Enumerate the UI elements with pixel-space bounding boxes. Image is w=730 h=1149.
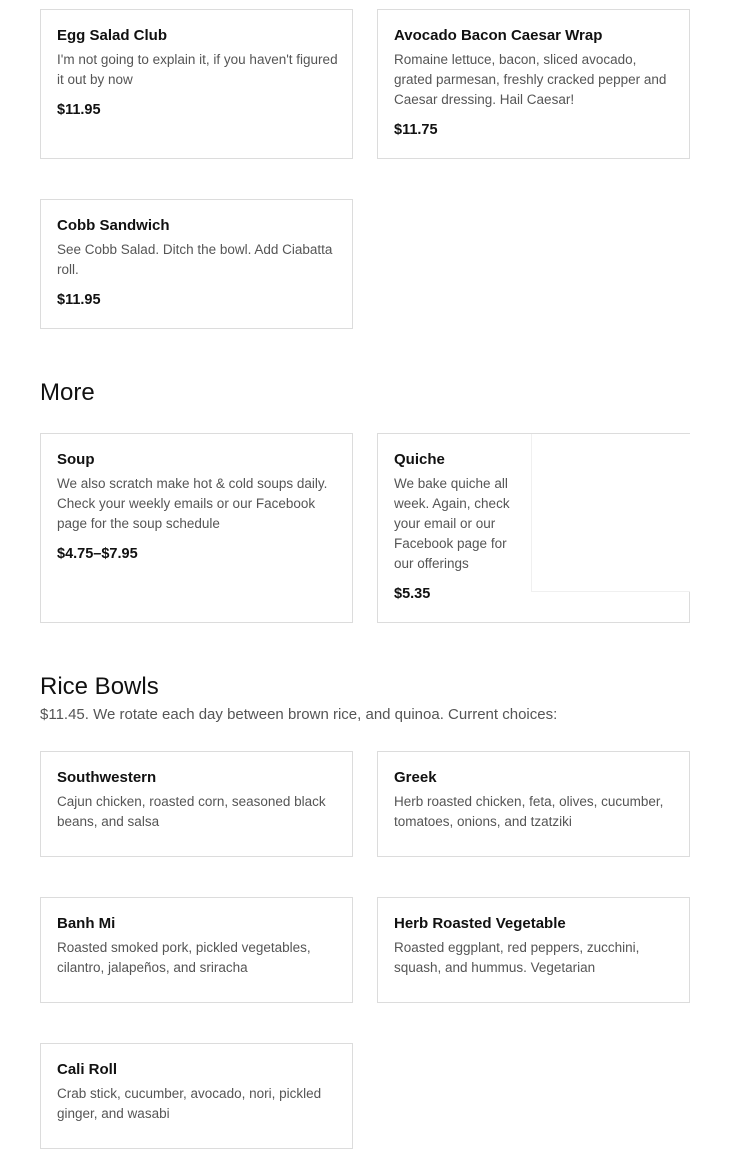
menu-item-description: Roasted smoked pork, pickled vegetables, cilantro, jalapeños, and sriracha [57, 940, 311, 975]
menu-item-price: $11.95 [57, 292, 101, 308]
menu-item-price: $5.35 [394, 586, 431, 602]
menu-item-herb-roasted-vegetable [377, 897, 690, 1003]
menu-item-description: Romaine lettuce, bacon, sliced avocado, grated parmesan, freshly cracked pepper and Caesar dressing. Hail Caesar! [394, 52, 667, 107]
menu-item-quiche [377, 433, 690, 623]
menu-item-avocado-bacon-caesar-wrap [377, 9, 690, 159]
menu-item-banh-mi [40, 897, 353, 1003]
menu-item-southwestern [40, 751, 353, 857]
menu-item-name: Banh Mi [57, 915, 116, 932]
section-title-rice-bowls: Rice Bowls [40, 673, 159, 700]
menu-item-description: I'm not going to explain it, if you haven't figured it out by now [57, 52, 338, 87]
menu-item-name: Cali Roll [57, 1061, 118, 1078]
menu-item-name: Herb Roasted Vegetable [394, 915, 566, 932]
menu-item-name: Egg Salad Club [57, 27, 168, 44]
menu-item-name: Southwestern [57, 769, 157, 786]
menu-item-description: Cajun chicken, roasted corn, seasoned black beans, and salsa [57, 794, 326, 829]
menu-item-cobb-sandwich [40, 199, 353, 329]
menu-item-greek [377, 751, 690, 857]
menu-item-name: Quiche [394, 451, 445, 468]
menu-item-egg-salad-club [40, 9, 353, 159]
menu-item-description: Crab stick, cucumber, avocado, nori, pickled ginger, and wasabi [57, 1086, 322, 1121]
menu-item-price: $4.75–$7.95 [57, 546, 138, 562]
menu-item-name: Cobb Sandwich [57, 217, 170, 234]
menu-item-description: We bake quiche all week. Again, check your email or our Facebook page for our offerings [394, 476, 510, 571]
menu-item-name: Greek [394, 769, 437, 786]
section-title-more: More [40, 379, 95, 406]
menu-item-description: Roasted eggplant, red peppers, zucchini, squash, and hummus. Vegetarian [394, 940, 640, 975]
menu-item-description: Herb roasted chicken, feta, olives, cucumber, tomatoes, onions, and tzatziki [394, 794, 664, 829]
menu-item-price: $11.75 [394, 122, 438, 138]
menu-item-description: See Cobb Salad. Ditch the bowl. Add Ciabatta roll. [57, 242, 333, 277]
menu-item-name: Soup [57, 451, 95, 468]
section-subtitle-rice-bowls: $11.45. We rotate each day between brown rice, and quinoa. Current choices: [40, 706, 558, 723]
menu-item-soup [40, 433, 353, 623]
menu-item-name: Avocado Bacon Caesar Wrap [394, 27, 603, 44]
menu-item-price: $11.95 [57, 102, 101, 118]
menu-item-description: We also scratch make hot & cold soups daily. Check your weekly emails or our Facebook page for the soup schedule [57, 476, 328, 531]
menu-item-cali-roll [40, 1043, 353, 1149]
